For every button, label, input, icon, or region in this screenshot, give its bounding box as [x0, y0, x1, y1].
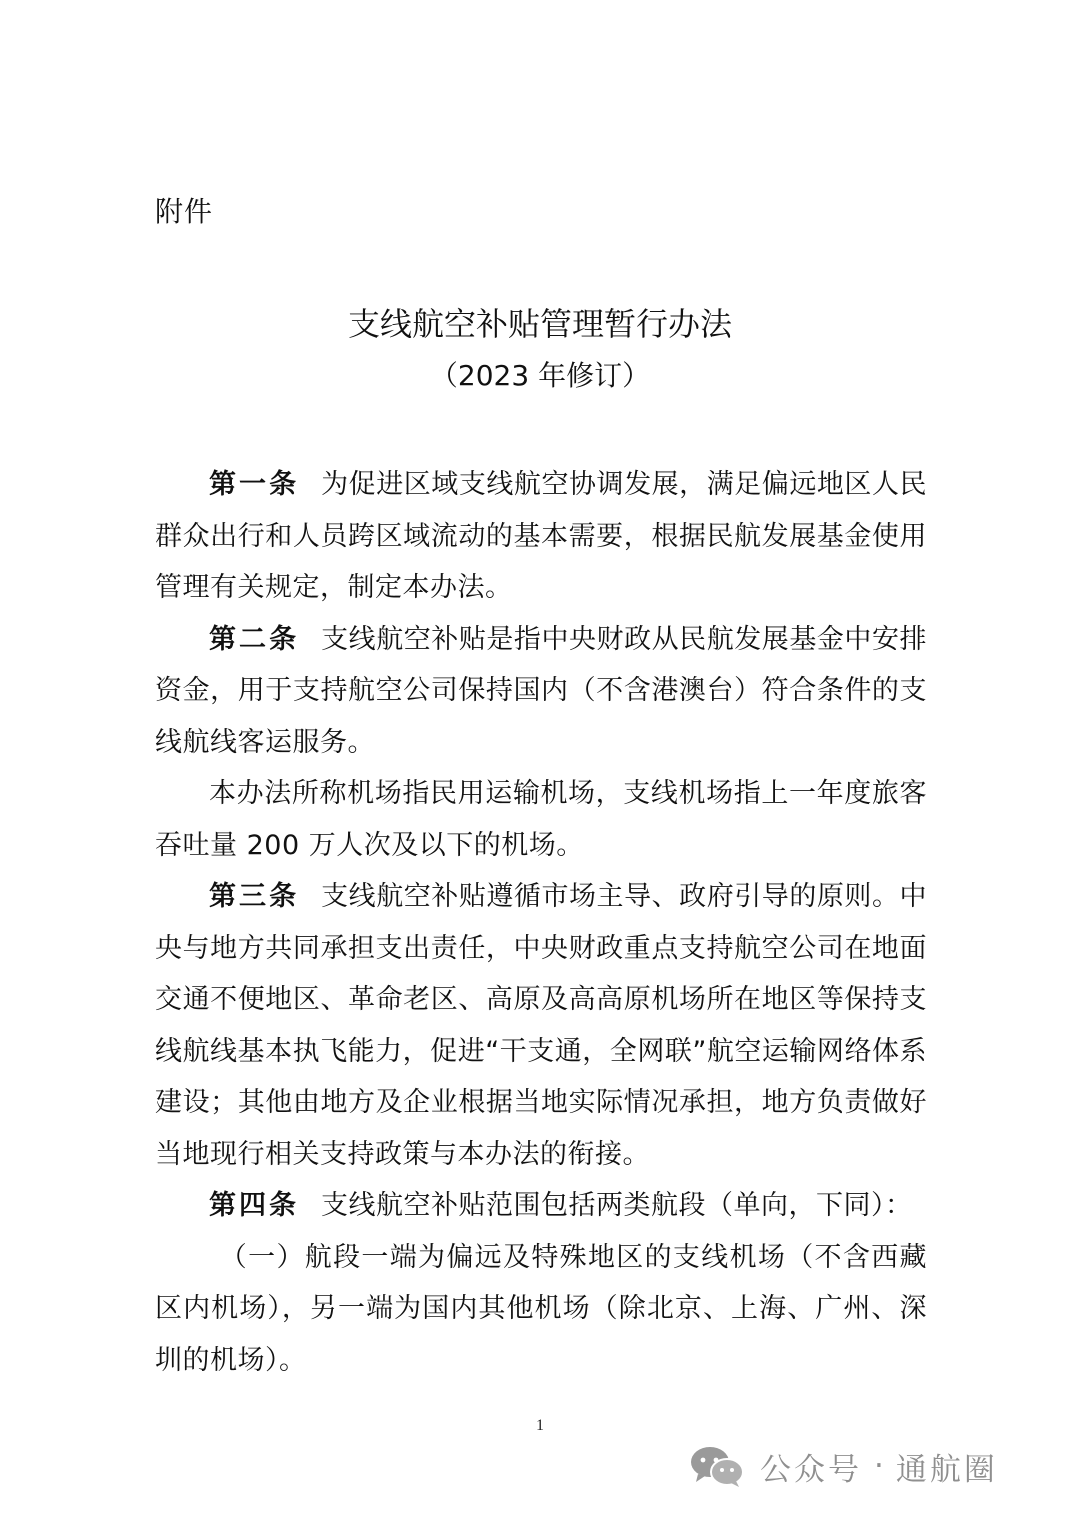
- paragraph-article-3: [155, 871, 927, 1180]
- wechat-icon: [688, 1444, 746, 1488]
- paragraph-article-1: [155, 459, 927, 614]
- article-label: 第三条: [209, 881, 300, 912]
- page-number: 1: [536, 1417, 544, 1434]
- paragraph-item-1: [155, 1232, 927, 1387]
- paragraph-text: 支线航空补贴是指中央财政从民航发展基金中安排资金，用于支持航空公司保持国内（不含港澳台）符合条件的支线航线客运服务。: [155, 623, 927, 758]
- watermark-account: 通航圈: [895, 1451, 998, 1488]
- paragraph-article-2: [155, 614, 927, 769]
- article-label: 第四条: [209, 1190, 299, 1221]
- paragraph-text: 支线航空补贴遵循市场主导、政府引导的原则。中央与地方共同承担支出责任，中央财政重点支持航空公司在地面交通不便地区、革命老区、高原及高高原机场所在地区等保持支线航线基本执飞能力，促进“干支通，全网联”航空运输网络体系建设；其他由地方及企业根据当地实际情况承担，地方负责做好当地现行相关支持政策与本办法的衔接。: [155, 881, 927, 1170]
- paragraph-text: 支线航空补贴范围包括两类航段（单向，下同）：: [321, 1190, 913, 1221]
- watermark: [688, 1444, 998, 1488]
- paragraph-text: 本办法所称机场指民用运输机场，支线机场指上一年度旅客吞吐量 200 万人次及以下的机场。: [155, 778, 927, 861]
- watermark-label: 公众号: [760, 1451, 862, 1488]
- attachment-label: 附件: [155, 195, 214, 228]
- paragraph-airport-definition: [155, 768, 927, 871]
- document-subtitle: （2023 年修订）: [429, 359, 651, 392]
- document-body: [155, 459, 927, 1386]
- article-label: 第二条: [209, 623, 300, 655]
- paragraph-text: 为促进区域支线航空协调发展，满足偏远地区人民群众出行和人员跨区域流动的基本需要，根据民航发展基金使用管理有关规定，制定本办法。: [155, 469, 927, 603]
- watermark-separator: ·: [874, 1448, 884, 1484]
- document-title: 支线航空补贴管理暂行办法: [347, 305, 732, 343]
- paragraph-article-4: [155, 1180, 927, 1232]
- paragraph-text: （一）航段一端为偏远及特殊地区的支线机场（不含西藏区内机场），另一端为国内其他机场（除北京、上海、广州、深圳的机场）。: [155, 1241, 927, 1376]
- article-label: 第一条: [209, 469, 300, 500]
